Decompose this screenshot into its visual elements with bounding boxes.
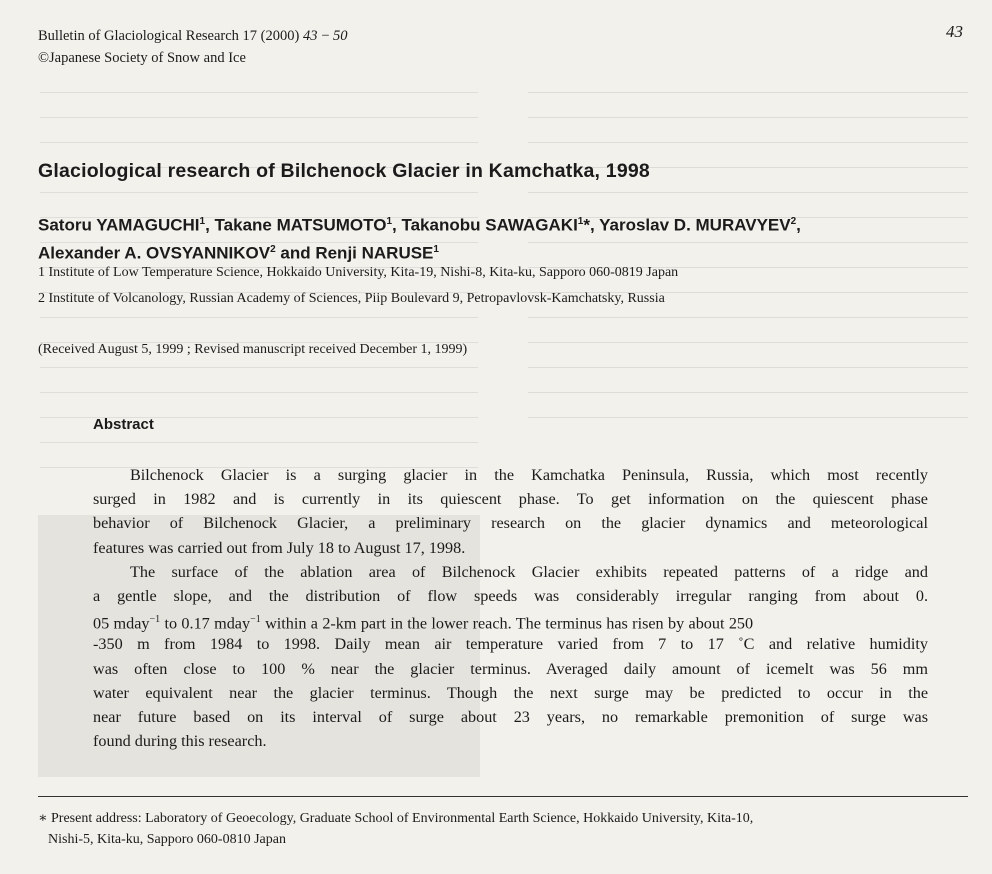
author-separator: *,: [583, 215, 600, 235]
author-name: Satoru YAMAGUCHI: [38, 215, 200, 235]
copyright-line: ©Japanese Society of Snow and Ice: [38, 50, 246, 66]
author-separator: and: [275, 243, 316, 263]
author-name: Renji NARUSE: [315, 243, 434, 263]
abstract-line: found during this research.: [93, 732, 267, 751]
abstract-line: was often close to 100 % near the glacier terminus. Averaged daily amount of icemelt was 56 mm: [93, 659, 928, 678]
footnote-line-1: [38, 808, 753, 829]
abstract-line: The surface of the ablation area of Bilchenock Glacier exhibits repeated patterns of a ridge and: [130, 562, 928, 581]
author-affil-mark: 2: [790, 216, 797, 227]
abstract-line: a gentle slope, and the distribution of flow speeds was considerably irregular ranging from about 0.: [93, 586, 928, 605]
unit-exponent: −1: [149, 614, 161, 626]
affiliation-2: 2 Institute of Volcanology, Russian Academy of Sciences, Piip Boulevard 9, Petropavlovsk-Kamchatsky, Russia: [38, 291, 665, 306]
page-range: 43 − 50: [302, 28, 348, 44]
author-separator: ,: [796, 215, 801, 235]
abstract-line: near future based on its interval of surge about 23 years, no remarkable premonition of surge was: [93, 707, 928, 726]
bleed-through-left: [40, 92, 478, 472]
footnote-rule: [38, 796, 968, 797]
abstract-heading: Abstract: [93, 416, 154, 433]
abstract-fragment: 05 mday: [93, 614, 150, 633]
journal-name: Bulletin of Glaciological Research 17 (2000): [38, 28, 300, 44]
abstract-fragment: within a 2-km part in the lower reach. The terminus has risen by about 250: [260, 614, 754, 633]
author-line-1: [38, 210, 968, 238]
author-affil-mark: 1: [199, 216, 206, 227]
abstract-line: Bilchenock Glacier is a surging glacier in the Kamchatka Peninsula, Russia, which most recently: [130, 466, 928, 484]
journal-line: [38, 25, 348, 47]
footnote: [38, 808, 753, 850]
abstract-line: [93, 608, 928, 632]
author-line-2: [38, 238, 968, 266]
author-list: [38, 210, 968, 265]
author-affil-mark: 1: [386, 216, 393, 227]
paper-title: Glaciological research of Bilchenock Glacier in Kamchatka, 1998: [38, 160, 650, 182]
abstract-line: surged in 1982 and is currently in its quiescent phase. To get information on the quiescent phase: [93, 490, 928, 509]
author-affil-mark: 2: [270, 243, 276, 255]
received-dates: (Received August 5, 1999 ; Revised manuscript received December 1, 1999): [38, 342, 468, 357]
author-separator: ,: [205, 215, 215, 235]
abstract-line: features was carried out from July 18 to August 17, 1998.: [93, 538, 466, 557]
author-name: Alexander A. OVSYANNIKOV: [38, 243, 271, 263]
abstract-line: water equivalent near the glacier terminus. Though the next surge may be predicted to occur in the: [93, 683, 928, 702]
author-affil-mark: 1: [577, 216, 584, 227]
author-affil-mark: 1: [433, 243, 439, 255]
footnote-text: Present address: Laboratory of Geoecology, Graduate School of Environmental Earth Science, Hokkaido University, Kita-10,: [47, 811, 754, 826]
running-header: [38, 25, 348, 69]
footnote-marker: ∗: [38, 811, 48, 826]
page-number: 43: [946, 22, 963, 41]
unit-exponent: −1: [250, 614, 261, 626]
abstract-body: [93, 463, 928, 753]
author-separator: ,: [392, 215, 402, 235]
author-name: Takane MATSUMOTO: [214, 215, 387, 235]
abstract-fragment: to 0.17 mday: [160, 614, 251, 633]
abstract-line: behavior of Bilchenock Glacier, a preliminary research on the glacier dynamics and meteorological: [93, 514, 928, 533]
author-name: Takanobu SAWAGAKI: [401, 215, 578, 235]
affiliation-1: 1 Institute of Low Temperature Science, Hokkaido University, Kita-19, Nishi-8, Kita-ku, Sapporo 060-0819 Japan: [38, 265, 679, 280]
abstract-line: -350 m from 1984 to 1998. Daily mean air temperature varied from 7 to 17 ˚C and relative humidity: [93, 635, 928, 654]
author-name: Yaroslav D. MURAVYEV: [599, 215, 791, 235]
footnote-line-2: Nishi-5, Kita-ku, Sapporo 060-0810 Japan: [48, 832, 286, 847]
